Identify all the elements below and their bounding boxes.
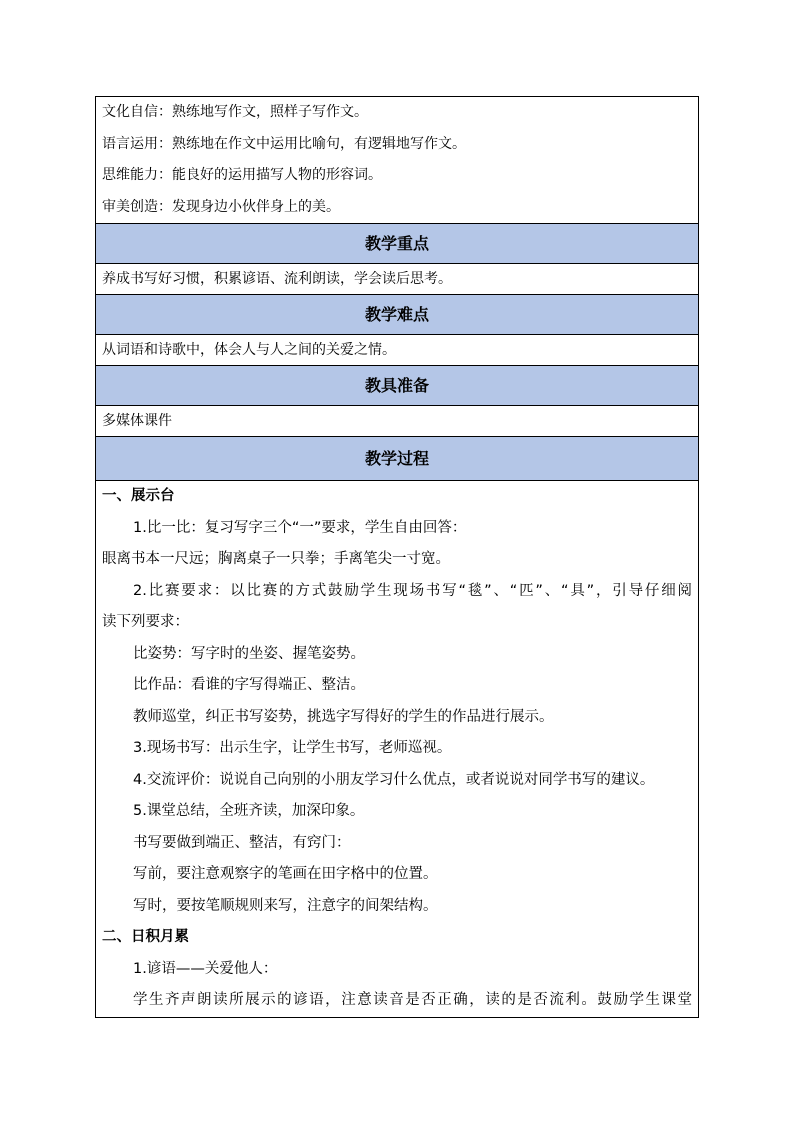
paragraph: 眼离书本一尺远；胸离桌子一只拳；手离笔尖一寸宽。 (102, 551, 450, 567)
paragraph: 读下列要求： (102, 614, 189, 630)
paragraph: 教师巡堂，纠正书写姿势，挑选字写得好的学生的作品进行展示。 (133, 708, 554, 725)
objectives-cell (96, 97, 698, 223)
paragraph: 4.交流评价：说说自己向别的小朋友学习什么优点，或者说说对同学书写的建议。 (133, 771, 655, 788)
paragraph: 比姿势：写字时的坐姿、握笔姿势。 (133, 645, 365, 662)
objective-culture: 文化自信：熟练地写作文，照样子写作文。 (102, 104, 368, 120)
lesson-plan-table (95, 96, 699, 1018)
key-points-text: 养成书写好习惯，积累谚语、流利朗读，学会读后思考。 (96, 263, 698, 294)
process-heading: 教学过程 (96, 436, 698, 480)
paragraph: 写时，要按笔顺规则来写，注意字的间架结构。 (133, 897, 438, 914)
paragraph: 5.课堂总结，全班齐读，加深印象。 (133, 803, 365, 819)
paragraph: 2.比赛要求：以比赛的方式鼓励学生现场书写“毯”、“匹”、“具”，引导仔细阅 (133, 582, 692, 599)
materials-heading: 教具准备 (96, 365, 698, 405)
paragraph: 写前，要注意观察字的笔画在田字格中的位置。 (133, 866, 438, 882)
process-cell (96, 480, 698, 1017)
paragraph: 1.谚语——关爱他人： (133, 960, 278, 977)
key-points-heading: 教学重点 (96, 223, 698, 263)
objective-thinking: 思维能力：能良好的运用描写人物的形容词。 (102, 167, 382, 183)
objective-language: 语言运用：熟练地在作文中运用比喻句，有逻辑地写作文。 (102, 135, 466, 152)
paragraph: 3.现场书写：出示生字，让学生书写，老师巡视。 (133, 740, 452, 756)
section-title-showcase: 一、展示台 (102, 488, 175, 504)
section-title-accumulation: 二、日积月累 (102, 929, 189, 945)
objective-aesthetic: 审美创造：发现身边小伙伴身上的美。 (102, 198, 340, 215)
materials-text: 多媒体课件 (96, 405, 698, 436)
difficulties-heading: 教学难点 (96, 294, 698, 334)
paragraph: 1.比一比：复习写字三个“一”要求，学生自由回答： (133, 519, 467, 536)
paragraph: 比作品：看谁的字写得端正、整洁。 (133, 677, 365, 693)
paragraph: 书写要做到端正、整洁，有窍门： (133, 834, 351, 851)
paragraph: 学生齐声朗读所展示的谚语，注意读音是否正确，读的是否流利。鼓励学生课堂 (133, 992, 692, 1008)
difficulties-text: 从词语和诗歌中，体会人与人之间的关爱之情。 (96, 334, 698, 365)
